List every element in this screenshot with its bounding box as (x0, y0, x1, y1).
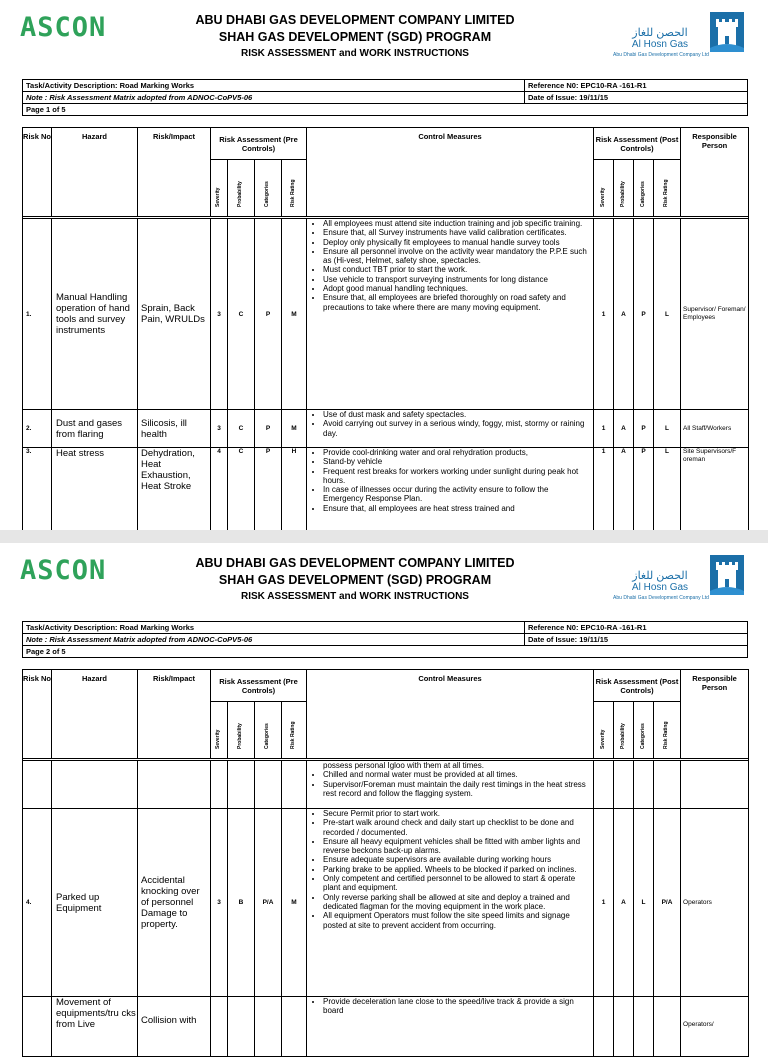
post-rating-cell: L (654, 448, 681, 534)
risk-assessment-table (22, 127, 749, 534)
ascon-logo-text: ASCON (20, 555, 107, 586)
col-control-measures: Control Measures (307, 670, 594, 759)
col-post-categories: Categories (634, 160, 654, 217)
pre-categories-cell: P (255, 219, 282, 410)
al-hosn-subtitle: Abu Dhabi Gas Development Company Ltd (613, 52, 709, 58)
control-item: • Ensure adequate supervisors are available during working hours (323, 855, 589, 864)
risk-impact-cell: Silicosis, ill health (138, 410, 211, 448)
col-pre-probability: Probability (228, 160, 255, 217)
responsible-person-cell: All Staff/Workers (681, 410, 749, 448)
control-item: • Chilled and normal water must be provided at all times. (323, 770, 589, 779)
control-item: • Avoid carrying out survey in a serious windy, foggy, mist, stormy or raining day. (323, 419, 589, 438)
responsible-person-cell: Supervisor/ Foreman/ Employees (681, 219, 749, 410)
col-pre-categories: Categories (255, 160, 282, 217)
col-pre-risk-rating: Risk Rating (282, 160, 307, 217)
control-measures-cell (307, 997, 594, 1057)
ascon-logo-text: ASCON (20, 12, 107, 43)
responsible-person-cell: Site Supervisors/F oreman (681, 448, 749, 534)
col-risk-impact: Risk/Impact (138, 670, 211, 759)
control-measures-cell (307, 761, 594, 809)
responsible-person-cell (681, 761, 749, 809)
col-post-risk-rating: Risk Rating (654, 702, 681, 759)
document-info-table (22, 621, 748, 658)
program-title: SHAH GAS DEVELOPMENT (SGD) PROGRAM (218, 573, 492, 587)
col-responsible-person: Responsible Person (681, 670, 749, 759)
control-item: • Only competent and certified personnel to be allowed to start & operate plant and equipment. (323, 874, 589, 893)
company-title: ABU DHABI GAS DEVELOPMENT COMPANY LIMITED (195, 556, 515, 570)
page-break (0, 530, 768, 543)
ascon-logo (20, 12, 125, 46)
risk-number: 4. (23, 809, 52, 997)
post-categories-cell (634, 761, 654, 809)
pre-categories-cell: P/A (255, 809, 282, 997)
hazard-cell: Movement of equipments/tru cks from Live (52, 997, 138, 1057)
post-rating-cell: P/A (654, 809, 681, 997)
post-rating-cell (654, 997, 681, 1057)
company-title: ABU DHABI GAS DEVELOPMENT COMPANY LIMITED (195, 13, 515, 27)
pre-severity-cell: 3 (211, 219, 228, 410)
post-rating-cell: L (654, 219, 681, 410)
col-post-risk-rating: Risk Rating (654, 160, 681, 217)
table-row (23, 219, 749, 410)
col-pre-categories: Categories (255, 702, 282, 759)
page-number: Page 1 of 5 (23, 104, 748, 116)
control-measures-cell (307, 410, 594, 448)
control-item: • Ensure all heavy equipment vehicles shall be fitted with amber lights and reverse beckons back-up alarms. (323, 837, 589, 856)
task-description: Task/Activity Description: Road Marking Works (23, 80, 525, 92)
col-post-probability: Probability (614, 160, 634, 217)
hazard-cell: Heat stress (52, 448, 138, 534)
col-post-probability: Probability (614, 702, 634, 759)
risk-number (23, 761, 52, 809)
col-pre-risk-rating: Risk Rating (282, 702, 307, 759)
risk-impact-cell: Accidental knocking over of personnel Damage to property. (138, 809, 211, 997)
pre-probability-cell: C (228, 410, 255, 448)
pre-rating-cell: M (282, 219, 307, 410)
program-title: SHAH GAS DEVELOPMENT (SGD) PROGRAM (218, 30, 492, 44)
post-categories-cell: L (634, 809, 654, 997)
pre-categories-cell: P (255, 410, 282, 448)
risk-impact-cell: Collision with (138, 997, 211, 1057)
pre-severity-cell: 4 (211, 448, 228, 534)
control-measures-cell (307, 219, 594, 410)
post-categories-cell (634, 997, 654, 1057)
post-rating-cell: L (654, 410, 681, 448)
control-item: • Use vehicle to transport surveying instruments for long distance (323, 275, 589, 284)
pre-probability-cell: C (228, 219, 255, 410)
note-cell: Note : Risk Assessment Matrix adopted from ADNOC-CoPV5-06 (23, 634, 525, 646)
note-cell: Note : Risk Assessment Matrix adopted from ADNOC-CoPV5-06 (23, 92, 525, 104)
pre-rating-cell: M (282, 410, 307, 448)
responsible-person-cell: Operators (681, 809, 749, 997)
risk-impact-cell: Sprain, Back Pain, WRULDs (138, 219, 211, 410)
al-hosn-gas-logo (612, 555, 746, 607)
table-row (23, 809, 749, 997)
page-number: Page 2 of 5 (23, 646, 748, 658)
al-hosn-arabic-text: الحصن للغاز (632, 27, 688, 39)
pre-probability-cell: B (228, 809, 255, 997)
control-item: • All equipment Operators must follow the site speed limits and signage posted at site to prevent accident from occurring. (323, 911, 589, 930)
post-probability-cell: A (614, 219, 634, 410)
col-hazard: Hazard (52, 128, 138, 217)
document-title: RISK ASSESSMENT and WORK INSTRUCTIONS (241, 591, 469, 602)
pre-rating-cell: H (282, 448, 307, 534)
control-item: • Must conduct TBT prior to start the work. (323, 265, 589, 274)
control-item: • Ensure all personnel involve on the activity wear mandatory the P.P.E such as (Hi-vest, Helmet, safety shoe, spectacles. (323, 247, 589, 266)
fort-tower-icon (710, 555, 744, 595)
col-post-categories: Categories (634, 702, 654, 759)
post-severity-cell: 1 (594, 219, 614, 410)
document-info-table (22, 79, 748, 116)
risk-impact-cell (138, 761, 211, 809)
post-categories-cell: P (634, 219, 654, 410)
col-pre-probability: Probability (228, 702, 255, 759)
post-severity-cell (594, 761, 614, 809)
col-pre-controls: Risk Assessment (Pre Controls) (211, 670, 307, 702)
post-probability-cell: A (614, 809, 634, 997)
date-of-issue: Date of Issue: 19/11/15 (525, 92, 748, 104)
hazard-cell (52, 761, 138, 809)
hazard-cell: Dust and gases from flaring (52, 410, 138, 448)
pre-categories-cell: P (255, 448, 282, 534)
col-hazard: Hazard (52, 670, 138, 759)
post-probability-cell: A (614, 410, 634, 448)
pre-rating-cell: M (282, 809, 307, 997)
pre-rating-cell (282, 997, 307, 1057)
al-hosn-english-text: Al Hosn Gas (631, 582, 689, 593)
table-row (23, 761, 749, 809)
task-description: Task/Activity Description: Road Marking Works (23, 622, 525, 634)
control-item: • Supervisor/Foreman must maintain the daily rest timings in the heat stress rest record and follow the flagging system. (323, 780, 589, 799)
al-hosn-gas-logo (612, 12, 746, 64)
control-item: • Only reverse parking shall be allowed at site and deploy a trained and dedicated flagman for the moving equipment in the work place. (323, 893, 589, 912)
pre-severity-cell: 3 (211, 809, 228, 997)
risk-number: 2. (23, 410, 52, 448)
pre-categories-cell (255, 997, 282, 1057)
control-item: • All employees must attend site induction training and job specific training. (323, 219, 589, 228)
post-probability-cell (614, 761, 634, 809)
risk-impact-cell: Dehydration, Heat Exhaustion, Heat Stroke (138, 448, 211, 534)
post-severity-cell: 1 (594, 809, 614, 997)
control-measures-cell (307, 448, 594, 534)
post-probability-cell (614, 997, 634, 1057)
col-post-severity: Severity (594, 702, 614, 759)
ascon-logo (20, 555, 125, 589)
risk-number: 3. (23, 448, 52, 534)
risk-assessment-table (22, 669, 749, 1057)
col-post-controls: Risk Assessment (Post Controls) (594, 128, 681, 160)
hazard-cell: Parked up Equipment (52, 809, 138, 997)
al-hosn-english-text: Al Hosn Gas (631, 39, 689, 50)
col-responsible-person: Responsible Person (681, 128, 749, 217)
table-row (23, 997, 749, 1057)
post-categories-cell: P (634, 410, 654, 448)
control-item: • Stand-by vehicle (323, 457, 589, 466)
reference-number: Reference N0: EPC10-RA -161-R1 (525, 622, 748, 634)
post-rating-cell (654, 761, 681, 809)
col-control-measures: Control Measures (307, 128, 594, 217)
pre-severity-cell (211, 761, 228, 809)
col-post-controls: Risk Assessment (Post Controls) (594, 670, 681, 702)
col-risk-impact: Risk/Impact (138, 128, 211, 217)
responsible-person-cell: Operators/ (681, 997, 749, 1057)
control-item: • Parking brake to be applied. Wheels to be blocked if parked on inclines. (323, 865, 589, 874)
risk-number: 1. (23, 219, 52, 410)
col-pre-controls: Risk Assessment (Pre Controls) (211, 128, 307, 160)
al-hosn-arabic-text: الحصن للغاز (632, 570, 688, 582)
post-categories-cell: P (634, 448, 654, 534)
pre-probability-cell: C (228, 448, 255, 534)
control-measures-cell (307, 809, 594, 997)
control-item: • Provide cool-drinking water and oral rehydration products, (323, 448, 589, 457)
fort-tower-icon (710, 12, 744, 52)
pre-categories-cell (255, 761, 282, 809)
post-severity-cell (594, 997, 614, 1057)
pre-probability-cell (228, 761, 255, 809)
col-risk-no: Risk No (23, 670, 52, 759)
control-item: • Use of dust mask and safety spectacles. (323, 410, 589, 419)
post-probability-cell: A (614, 448, 634, 534)
control-continuation-line: possess personal Igloo with them at all times. (323, 761, 484, 770)
col-post-severity: Severity (594, 160, 614, 217)
hazard-cell: Manual Handling operation of hand tools and survey instruments (52, 219, 138, 410)
table-row (23, 448, 749, 534)
risk-number (23, 997, 52, 1057)
pre-probability-cell (228, 997, 255, 1057)
post-severity-cell: 1 (594, 410, 614, 448)
control-item: • In case of illnesses occur during the activity ensure to follow the Emergency Response Plan. (323, 485, 589, 504)
control-item: • Deploy only physically fit employees to manual handle survey tools (323, 238, 589, 247)
col-risk-no: Risk No (23, 128, 52, 217)
reference-number: Reference N0: EPC10-RA -161-R1 (525, 80, 748, 92)
control-item: • Ensure that, all employees are briefed thoroughly on road safety and precautions to take where there are many moving equipment. (323, 293, 589, 312)
pre-rating-cell (282, 761, 307, 809)
col-pre-severity: Severity (211, 160, 228, 217)
page-sheet-2 (0, 543, 768, 1030)
pre-severity-cell: 3 (211, 410, 228, 448)
control-item: • Ensure that, all Survey instruments have valid calibration certificates. (323, 228, 589, 237)
pre-severity-cell (211, 997, 228, 1057)
control-item: • Ensure that, all employees are heat stress trained and (323, 504, 589, 513)
control-item: • Pre-start walk around check and daily start up checklist to be done and recorded / documented. (323, 818, 589, 837)
control-item: • Provide deceleration lane close to the speed/live track & provide a sign board (323, 997, 589, 1016)
control-item: • Frequent rest breaks for workers working under sunlight during peak hot hours. (323, 467, 589, 486)
control-item: • Secure Permit prior to start work. (323, 809, 589, 818)
al-hosn-subtitle: Abu Dhabi Gas Development Company Ltd (613, 595, 709, 601)
post-severity-cell: 1 (594, 448, 614, 534)
table-row (23, 410, 749, 448)
control-item: • Adopt good manual handling techniques. (323, 284, 589, 293)
date-of-issue: Date of Issue: 19/11/15 (525, 634, 748, 646)
col-pre-severity: Severity (211, 702, 228, 759)
document-title: RISK ASSESSMENT and WORK INSTRUCTIONS (241, 48, 469, 59)
